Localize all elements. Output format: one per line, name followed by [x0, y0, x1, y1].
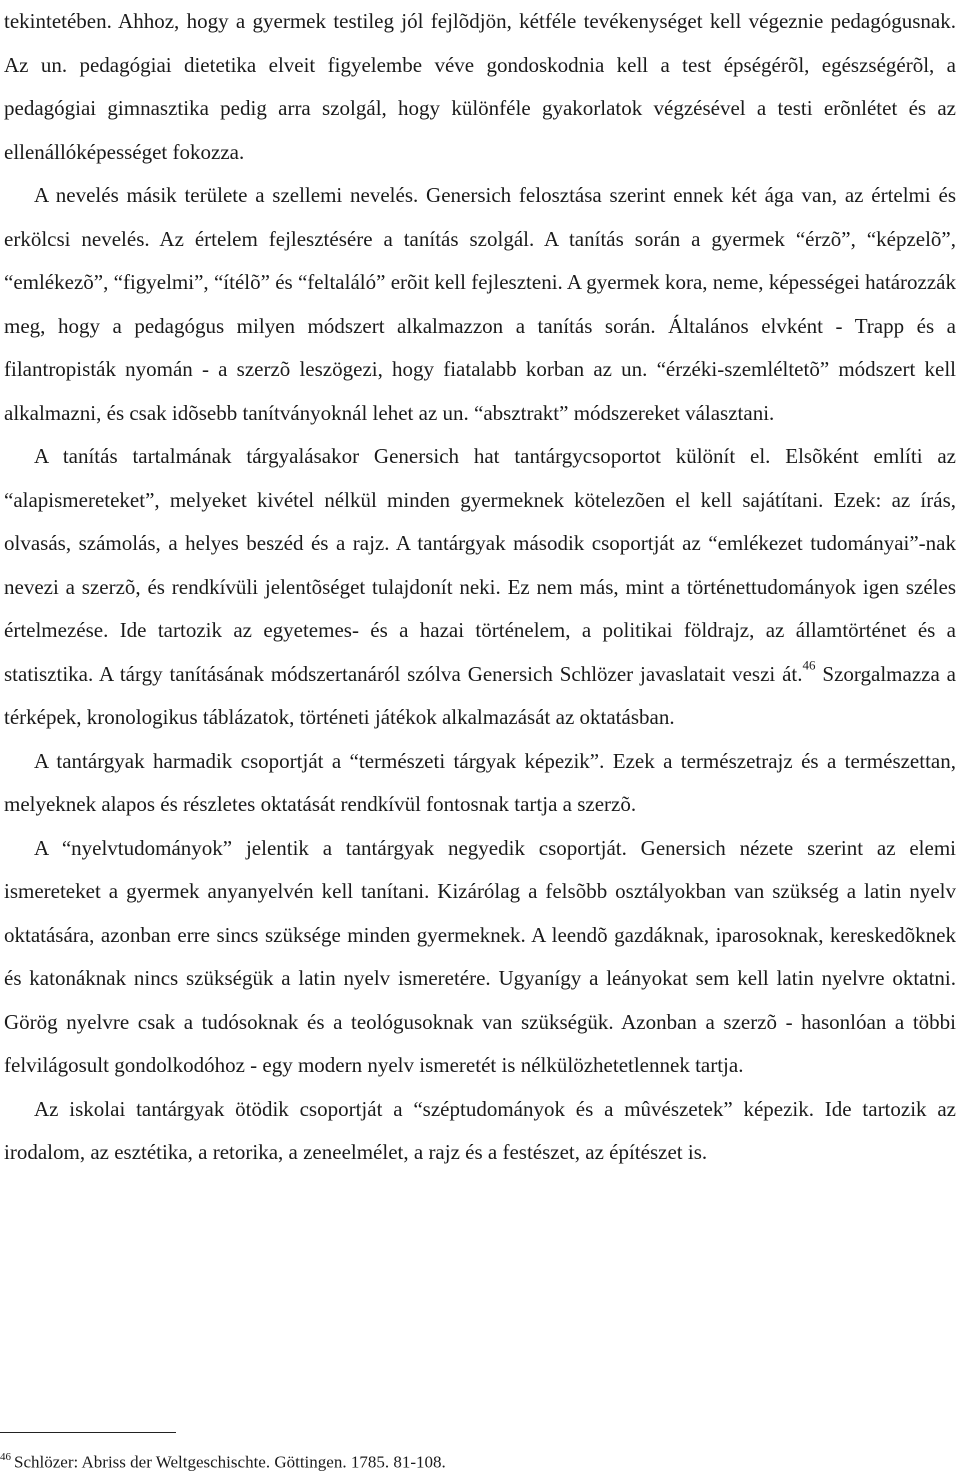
- paragraph-5: A “nyelvtudományok” jelentik a tantárgyak negyedik csoportját. Genersich nézete szerint az elemi ismereteket a gyermek anyanyelvén kell tanítani. Kizárólag a felsõbb osztályokban van szükség a latin nyelv oktatására, azonban erre sincs szüksége minden gyermeknek. A leendõ gazdáknak, iparosoknak, kereskedõknek és katonáknak nincs szükségük a latin nyelv ismeretére. Ugyanígy a leányokat sem kell latin nyelvre oktatni. Görög nyelvre csak a tudósoknak és a teológusoknak van szükségük. Azonban a szerzõ - hasonlóan a többi felvilágosult gondolkodóhoz - egy modern nyelv ismeretét is nélkülözhetetlennek tartja.: [4, 835, 956, 1077]
- footnote-reference[interactable]: 46: [802, 656, 816, 672]
- paragraph-1: tekintetében. Ahhoz, hogy a gyermek testileg jól fejlõdjön, kétféle tevékenységet kell végeznie pedagógusnak. Az un. pedagógiai dietetika elveit figyelembe véve gondoskodnia kell a test épségérõl, egészségérõl, a pedagógiai gimnasztika pedig arra szolgál, hogy különféle gyakorlatok végzésével a testi erõnlétet és az ellenállóképességet fokozza.: [4, 9, 956, 164]
- footnote-number: 46: [0, 1451, 11, 1463]
- footnote-text: Schlözer: Abriss der Weltgeschischte. Göttingen. 1785. 81-108.: [14, 1452, 446, 1472]
- paragraph-6: Az iskolai tantárgyak ötödik csoportját a “széptudományok és a mûvészetek” képezik. Ide tartozik az irodalom, az esztétika, a retorika, a zeneelmélet, a rajz és a festészet, az építészet is.: [4, 1096, 956, 1164]
- paragraph-3-text-after: Szorgalmazza a térképek, kronologikus táblázatok, történeti játékok alkalmazását az oktatásban.: [4, 661, 956, 729]
- footnote-divider: [0, 1432, 176, 1433]
- footnote: [0, 1446, 446, 1474]
- body-text: [4, 0, 956, 1175]
- paragraph-3-text: A tanítás tartalmának tárgyalásakor Genersich hat tantárgycsoportot különít el. Elsõként említi az “alapismereteket”, melyeket kivétel nélkül minden gyermeknek kötelezõen el kell sajátítani. Ezek: az írás, olvasás, számolás, a helyes beszéd és a rajz. A tantárgyak második csoportját az “emlékezet tudományai”-nak nevezi a szerzõ, és rendkívüli jelentõséget tulajdonít neki. Ez nem más, mint a történettudományok igen széles értelmezése. Ide tartozik az egyetemes- és a hazai történelem, a politikai földrajz, az államtörténet és a statisztika. A tárgy tanításának módszertanáról szólva Genersich Schlözer javaslatait veszi át.: [4, 444, 956, 686]
- paragraph-2: A nevelés másik területe a szellemi nevelés. Genersich felosztása szerint ennek két ága van, az értelmi és erkölcsi nevelés. Az értelem fejlesztésére a tanítás szolgál. A tanítás során a gyermek “érzõ”, “képzelõ”, “emlékezõ”, “figyelmi”, “ítélõ” és “feltaláló” erõit kell fejleszteni. A gyermek kora, neme, képességei határozzák meg, hogy a pedagógus milyen módszert alkalmazzon a tanítás során. Általános elvként - Trapp és a filantropisták nyomán - a szerzõ leszögezi, hogy fiatalabb korban az un. “érzéki-szemléltetõ” módszert kell alkalmazni, és csak idõsebb tanítványoknál lehet az un. “absztrakt” módszereket választani.: [4, 183, 956, 425]
- paragraph-3: [4, 435, 956, 740]
- paragraph-4: A tantárgyak harmadik csoportját a “természeti tárgyak képezik”. Ezek a természetrajz és a természettan, melyeknek alapos és részletes oktatását rendkívül fontosnak tartja a szerzõ.: [4, 748, 956, 816]
